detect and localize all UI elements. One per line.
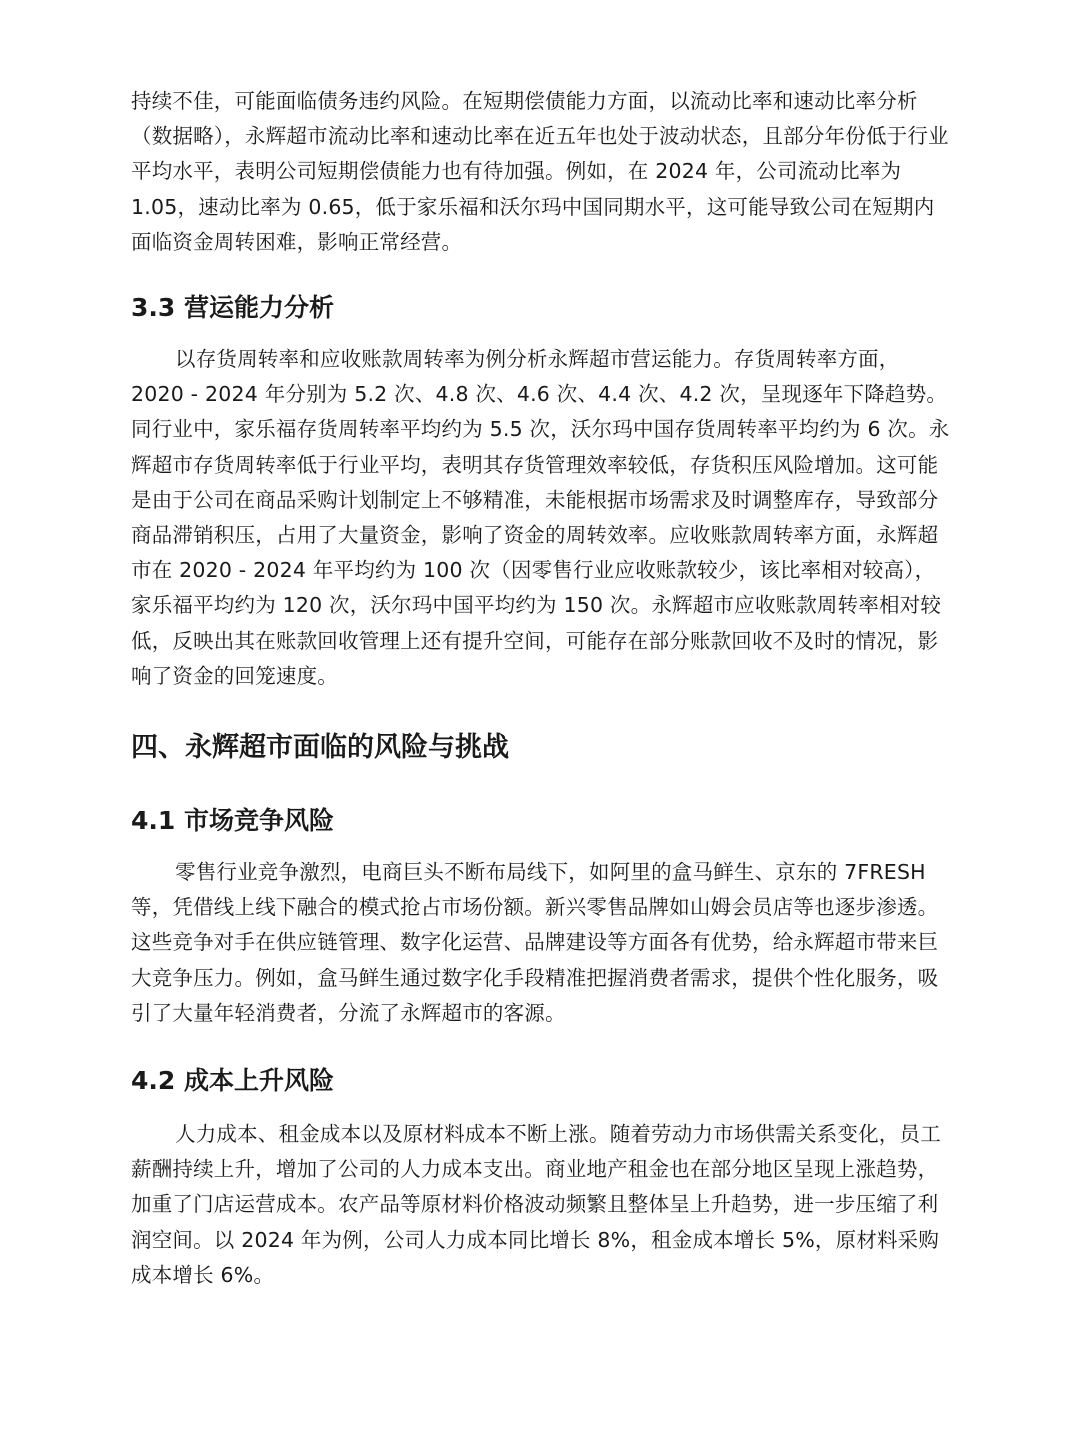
section-heading-4-2: 4.2 成本上升风险 xyxy=(131,1066,334,1095)
paragraph-market-competition: 零售行业竞争激烈，电商巨头不断布局线下，如阿里的盒马鲜生、京东的 7FRESH 等，凭借线上线下融合的模式抢占市场份额。新兴零售品牌如山姆会员店等也逐步渗透。这些竞争对手在供应链管理、数字化运营、品牌建设等方面各有优势，给永辉超市带来巨大竞争压力。例如，盒马鲜生通过数字化手段精准把握消费者需求，提供个性化服务，吸引了大量年轻消费者，分流了永辉超市的客源。 xyxy=(131,860,939,1025)
chapter-heading-4: 四、永辉超市面临的风险与挑战 xyxy=(131,732,509,763)
paragraph-cost-increase: 人力成本、租金成本以及原材料成本不断上涨。随着劳动力市场供需关系变化，员工薪酬持续上升，增加了公司的人力成本支出。商业地产租金也在部分地区呈现上涨趋势，加重了门店运营成本。农产品等原材料价格波动频繁且整体呈上升趋势，进一步压缩了利润空间。以 2024 年为例，公司人力成本同比增长 8%，租金成本增长 5%，原材料采购成本增长 6%。 xyxy=(131,1122,941,1287)
paragraph-solvency-continuation: 持续不佳，可能面临债务违约风险。在短期偿债能力方面，以流动比率和速动比率分析（数据略），永辉超市流动比率和速动比率在近五年也处于波动状态，且部分年份低于行业平均水平，表明公司短期偿债能力也有待加强。例如，在 2024 年，公司流动比率为 1.05，速动比率为 0.65，低于家乐福和沃尔玛中国同期水平，这可能导致公司在短期内面临资金周转困难，影响正常经营。 xyxy=(131,89,949,254)
section-heading-3-3: 3.3 营运能力分析 xyxy=(131,293,334,322)
paragraph-operating-capability: 以存货周转率和应收账款周转率为例分析永辉超市营运能力。存货周转率方面，2020 - 2024 年分别为 5.2 次、4.8 次、4.6 次、4.4 次、4.2 次，呈现逐年下降趋势。同行业中，家乐福存货周转率平均约为 5.5 次，沃尔玛中国存货周转率平均约为 6 次。永辉超市存货周转率低于行业平均，表明其存货管理效率较低，存货积压风险增加。这可能是由于公司在商品采购计划制定上不够精准，未能根据市场需求及时调整库存，导致部分商品滞销积压，占用了大量资金，影响了资金的周转效率。应收账款周转率方面，永辉超市在 2020 - 2024 年平均约为 100 次（因零售行业应收账款较少，该比率相对较高），家乐福平均约为 120 次，沃尔玛中国平均约为 150 次。永辉超市应收账款周转率相对较低，反映出其在账款回收管理上还有提升空间，可能存在部分账款回收不及时的情况，影响了资金的回笼速度。 xyxy=(131,347,950,688)
section-heading-4-1: 4.1 市场竞争风险 xyxy=(131,806,334,835)
